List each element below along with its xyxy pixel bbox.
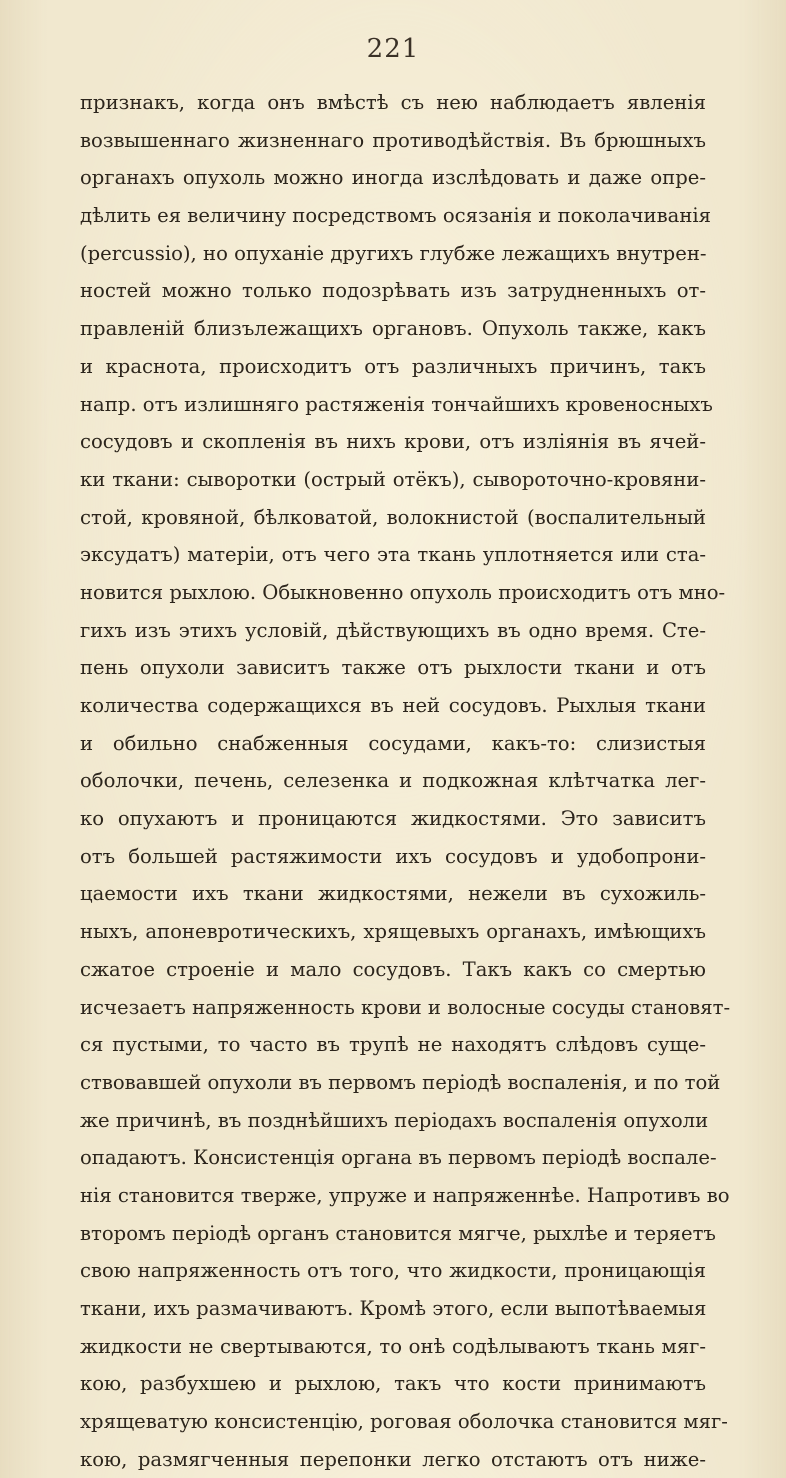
text-line: ки ткани: сыворотки (острый отёкъ), сывороточно-кровяни-: [80, 467, 706, 491]
text-line: новится рыхлою. Обыкновенно опухоль происходитъ отъ мно-: [80, 580, 726, 604]
text-line: опадаютъ. Консистенція органа въ первомъ періодѣ воспале-: [80, 1146, 717, 1170]
page-number: 221: [366, 34, 420, 64]
text-line: ся пустыми, то часто въ трупѣ не находятъ слѣдовъ суще-: [80, 1033, 706, 1057]
text-line: сосудовъ и скопленія въ нихъ крови, отъ изліянія въ ячей-: [80, 430, 706, 454]
text-line: ностей можно только подозрѣвать изъ затрудненныхъ от-: [80, 279, 706, 303]
text-line: дѣлить ея величину посредствомъ осязанія и поколачиванія: [80, 204, 712, 228]
text-line: гихъ изъ этихъ условій, дѣйствующихъ въ одно время. Сте-: [80, 618, 706, 642]
text-line: оболочки, печень, селезенка и подкожная клѣтчатка лег-: [80, 769, 706, 793]
text-line: ствовавшей опухоли въ первомъ періодѣ воспаленія, и по той: [80, 1070, 721, 1094]
text-line: возвышеннаго жизненнаго противодѣйствія. Въ брюшныхъ: [80, 128, 706, 152]
text-line: напр. отъ излишняго растяженія тончайшихъ кровеносныхъ: [80, 392, 713, 416]
text-line: и краснота, происходитъ отъ различныхъ причинъ, такъ: [80, 354, 706, 378]
text-line: второмъ періодѣ органъ становится мягче, рыхлѣе и теряетъ: [80, 1221, 716, 1245]
text-line: (percussio), но опуханіе другихъ глубже лежащихъ внутрен-: [80, 241, 707, 265]
text-line: ко опухаютъ и проницаются жидкостями. Это зависитъ: [80, 807, 706, 831]
text-line: правленій близълежащихъ органовъ. Опухоль также, какъ: [80, 317, 706, 341]
text-line: хрящеватую консистенцію, роговая оболочка становится мяг-: [80, 1410, 728, 1434]
text-line: признакъ, когда онъ вмѣстѣ съ нею наблюдаетъ явленія: [80, 91, 706, 114]
text-line: же причинѣ, въ позднѣйшихъ періодахъ воспаленія опухоли: [80, 1108, 709, 1132]
text-line: эксудатъ) матеріи, отъ чего эта ткань уплотняется или ста-: [80, 543, 706, 567]
text-line: кою, размягченныя перепонки легко отстаютъ отъ ниже-: [80, 1447, 706, 1471]
text-line: исчезаетъ напряженность крови и волосные сосуды становят-: [80, 995, 731, 1019]
text-line: количества содержащихся въ ней сосудовъ. Рыхлыя ткани: [80, 694, 706, 717]
text-line: кою, разбухшею и рыхлою, такъ что кости принимаютъ: [80, 1372, 706, 1396]
text-line: ткани, ихъ размачиваютъ. Кромѣ этого, если выпотѣваемыя: [80, 1297, 707, 1320]
body-text: [80, 84, 731, 1478]
text-line: и обильно снабженныя сосудами, какъ-то: слизистыя: [80, 731, 706, 755]
text-line: сжатое строеніе и мало сосудовъ. Такъ какъ со смертью: [80, 957, 706, 981]
text-line: жидкости не свертываются, то онѣ содѣлываютъ ткань мяг-: [80, 1334, 706, 1358]
text-line: отъ большей растяжимости ихъ сосудовъ и удобопрони-: [80, 844, 706, 868]
text-line: цаемости ихъ ткани жидкостями, нежели въ сухожиль-: [80, 882, 706, 906]
text-line: ныхъ, апоневротическихъ, хрящевыхъ органахъ, имѣющихъ: [80, 920, 706, 944]
text-line: органахъ опухоль можно иногда изслѣдовать и даже опре-: [80, 166, 706, 190]
text-line: свою напряженность отъ того, что жидкости, проницающія: [80, 1259, 706, 1283]
text-line: стой, кровяной, бѣлковатой, волокнистой (воспалительный: [80, 505, 706, 529]
text-line: нія становится тверже, упруже и напряженнѣе. Напротивъ во: [80, 1183, 730, 1207]
text-line: пень опухоли зависитъ также отъ рыхлости ткани и отъ: [80, 656, 706, 680]
